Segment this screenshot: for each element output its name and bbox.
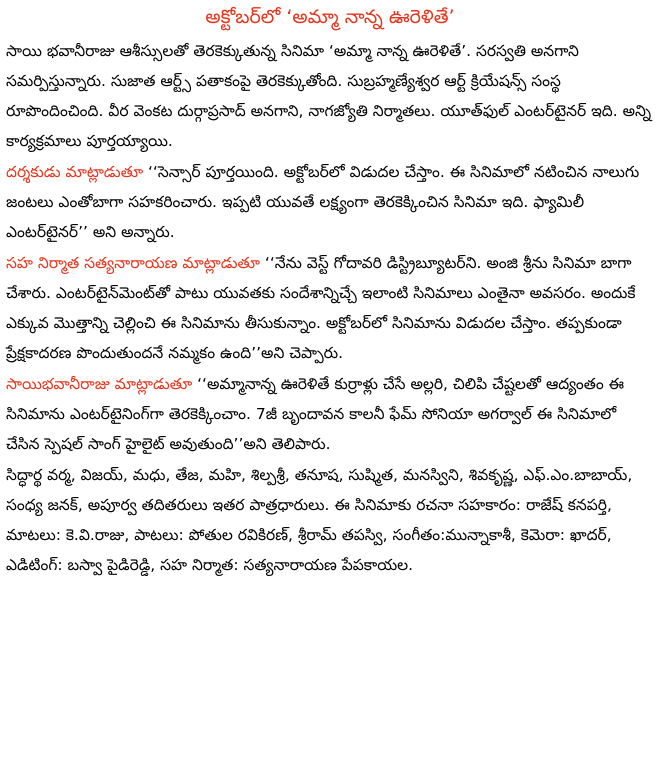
paragraph-text: సాయి భవానీరాజు ఆశీస్సులతో తెరకెక్కుతున్న సినిమా ‘అమ్మా నాన్న ఊరెళితే’. సరస్వతి అనగాని సమర్పిస్తున్నారు. సుజాత ఆర్ట్స్ పతాకంపై తెరకెక్కుతోంది. సుబ్రహ్మణ్యేశ్వర ఆర్ట్ క్రియేషన్స్ సంస్థ రూపొందించింది. వీర వెంకట దుర్గాప్రసాద్ అనగాని, నాగజ్యోతి నిర్మాతలు. యూత్‌ఫుల్ ఎంటర్‌టైనర్ ఇది. అన్ని కార్యక్రమాలు పూర్తయ్యాయి. bbox=[6, 42, 652, 150]
speaker-label-director: దర్శకుడు మాట్లాడుతూ bbox=[6, 163, 144, 181]
article-paragraph-director bbox=[6, 157, 654, 247]
speaker-label-presenter: సాయిభవానీరాజు మాట్లాడుతూ bbox=[6, 375, 193, 393]
article-paragraph-presenter bbox=[6, 369, 654, 459]
article-paragraph-credits bbox=[6, 460, 654, 580]
paragraph-text: ‘‘నేను వెస్ట్ గోదావరి డిస్ట్రిబ్యూటర్‌ని. అంజి శ్రీను సినిమా బాగా చేశారు. ఎంటర్‌టైన్‌మెంట్‌తో పాటు యువతకు సందేశాన్నిచ్చే ఇలాంటి సినిమాలు ఎంతైనా అవసరం. అందుకే ఎక్కువ మొత్తాన్ని చెల్లించి ఈ సినిమాను తీసుకున్నాం. అక్టోబర్‌లో సినిమాను విడుదల చేస్తాం. తప్పకుండా ప్రేక్షకాదరణ పొందుతుందనే నమ్మకం ఉంది’’అని చెప్పారు. bbox=[6, 254, 636, 362]
article-paragraph-coproducer bbox=[6, 248, 654, 368]
article-title: అక్టోబర్‌లో ‘అమ్మా నాన్న ఊరెళితే’ bbox=[205, 6, 455, 28]
paragraph-text: సిద్ధార్థ వర్మ, విజయ్, మధు, తేజ, మహి, శిల్పశ్రీ, తనూష, సుష్మిత, మనస్విని, శివకృష్ణ, ఎఫ్.ఎం.బాబాయ్, సంధ్య జనక్, అపూర్వ తదితరులు ఇతర పాత్రధారులు. ఈ సినిమాకు రచనా సహకారం: రాజేష్ కనపర్తి, మాటలు: కె.వి.రాజు, పాటలు: పోతుల రవికిరణ్, శ్రీరామ్ తపస్వి, సంగీతం:మున్నాకాశీ, కెమెరా: ఖాదర్, ఎడిటింగ్: బస్వా పైడిరెడ్డి, సహ నిర్మాత: సత్యనారాయణ పేపకాయల. bbox=[6, 466, 633, 574]
speaker-label-coproducer: సహ నిర్మాత సత్యనారాయణ మాట్లాడుతూ bbox=[6, 254, 260, 272]
paragraph-text: ‘‘అమ్మానాన్న ఊరెళితే కుర్రాళ్లు చేసే అల్లరి, చిలిపి చేష్టలతో ఆద్యంతం ఈ సినిమాను ఎంటర్‌టైనింగ్‌గా తెరకెక్కించాం. 7జీ బృందావన కాలనీ ఫేమ్ సోనియా అగర్వాల్ ఈ సినిమాలో చేసిన స్పెషల్ సాంగ్ హైలైట్ అవుతుంది’’అని తెలిపారు. bbox=[6, 375, 625, 453]
paragraph-text: ‘‘సెన్సార్ పూర్తయింది. అక్టోబర్‌లో విడుదల చేస్తాం. ఈ సినిమాలో నటించిన నాలుగు జంటలు ఎంతోబాగా సహకరించారు. ఇప్పటి యువతే లక్ష్యంగా తెరకెక్కించిన సినిమా ఇది. ఫ్యామిలీ ఎంటర్‌టైనర్’’ అని అన్నారు. bbox=[6, 163, 640, 241]
article-paragraph-intro bbox=[6, 36, 654, 156]
